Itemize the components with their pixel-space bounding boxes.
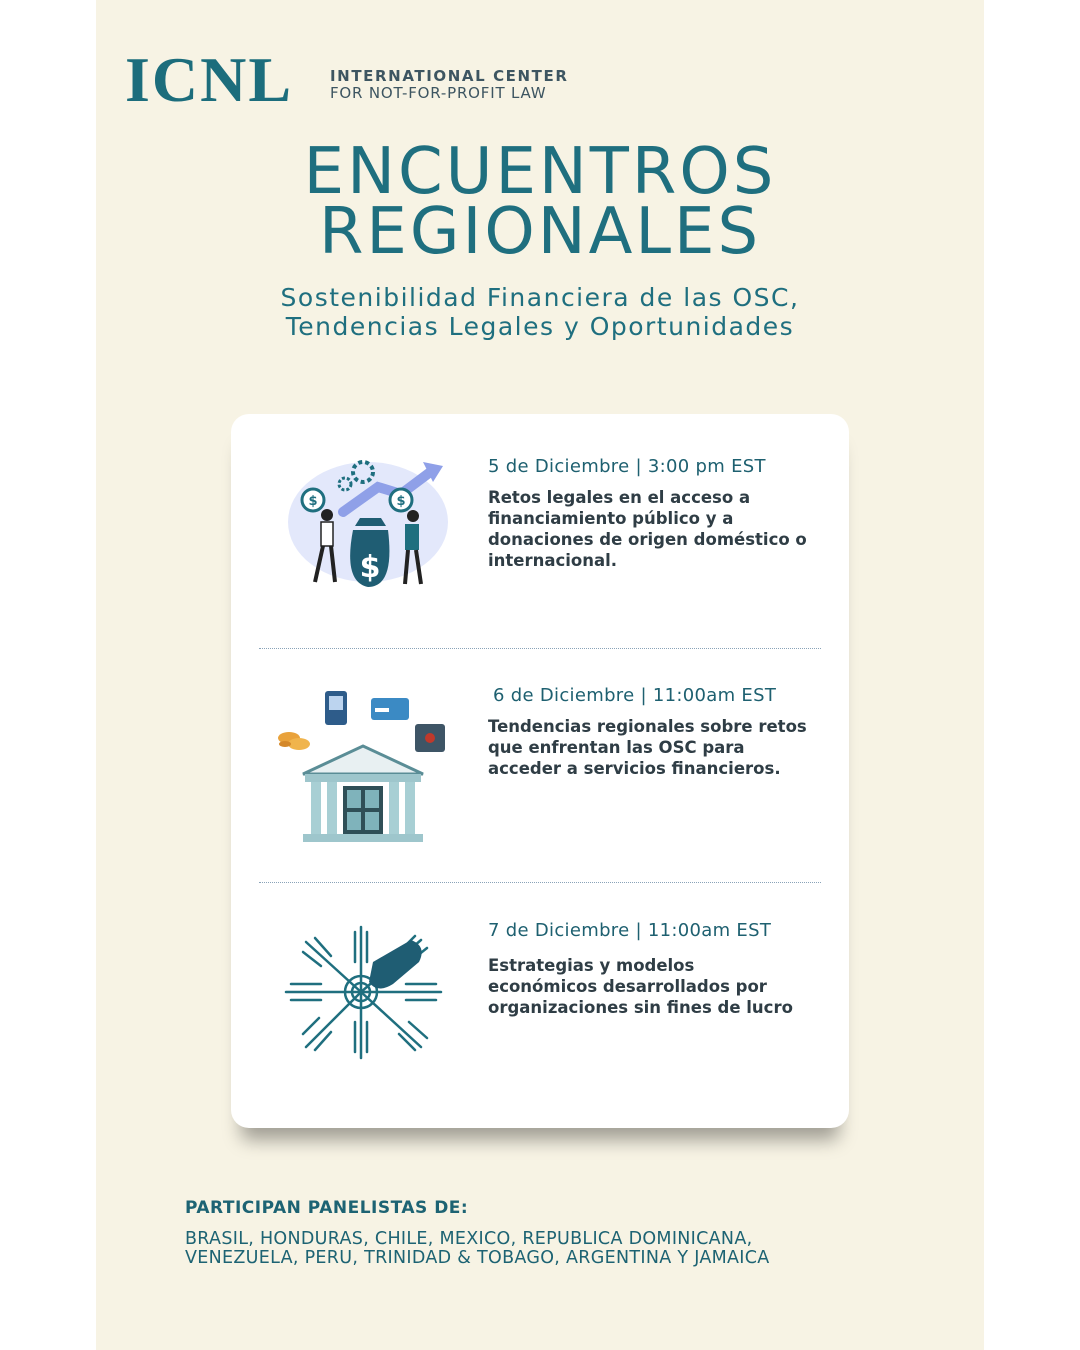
subtitle-line2: Tendencias Legales y Oportunidades: [285, 312, 795, 341]
logo-caption: [330, 68, 569, 103]
page-title: [96, 135, 984, 269]
event-description: Estrategias y modelos económicos desarrollados por organizaciones sin fines de lucro: [488, 956, 793, 1017]
title-line2: REGIONALES: [318, 195, 762, 269]
svg-text:$: $: [359, 550, 381, 585]
subtitle-line1: Sostenibilidad Financiera de las OSC,: [280, 283, 800, 312]
panelists-line2: VENEZUELA, PERU, TRINIDAD & TOBAGO, ARGENTINA Y JAMAICA: [185, 1248, 770, 1268]
icnl-logo: ICNL: [125, 44, 294, 115]
event-description: Retos legales en el acceso a financiamiento público y a donaciones de origen doméstico o internacional.: [488, 488, 807, 570]
panelists-line1: BRASIL, HONDURAS, CHILE, MEXICO, REPUBLICA DOMINICANA,: [185, 1229, 753, 1249]
event-date: 5 de Diciembre | 3:00 pm EST: [488, 456, 766, 477]
logo-caption-line1: INTERNATIONAL CENTER: [330, 67, 569, 85]
bank-building-icon: [275, 686, 450, 846]
divider: [259, 648, 821, 649]
panelists-heading: PARTICIPAN PANELISTAS DE:: [185, 1198, 469, 1218]
title-line1: ENCUENTROS: [303, 135, 777, 209]
event-date: 6 de Diciembre | 11:00am EST: [493, 685, 777, 706]
money-bag-people-icon: [283, 452, 453, 592]
event-description: Tendencias regionales sobre retos que enfrentan las OSC para acceder a servicios financieros.: [488, 717, 807, 778]
divider: [259, 882, 821, 883]
event-date: 7 de Diciembre | 11:00am EST: [488, 920, 772, 941]
panelists-countries: [185, 1230, 905, 1268]
svg-text:$: $: [396, 494, 406, 509]
logo-caption-line2: FOR NOT-FOR-PROFIT LAW: [330, 84, 547, 103]
svg-text:$: $: [308, 494, 318, 509]
page-subtitle: [96, 283, 984, 341]
events-card: [231, 414, 849, 1128]
hands-together-icon: [281, 922, 446, 1062]
